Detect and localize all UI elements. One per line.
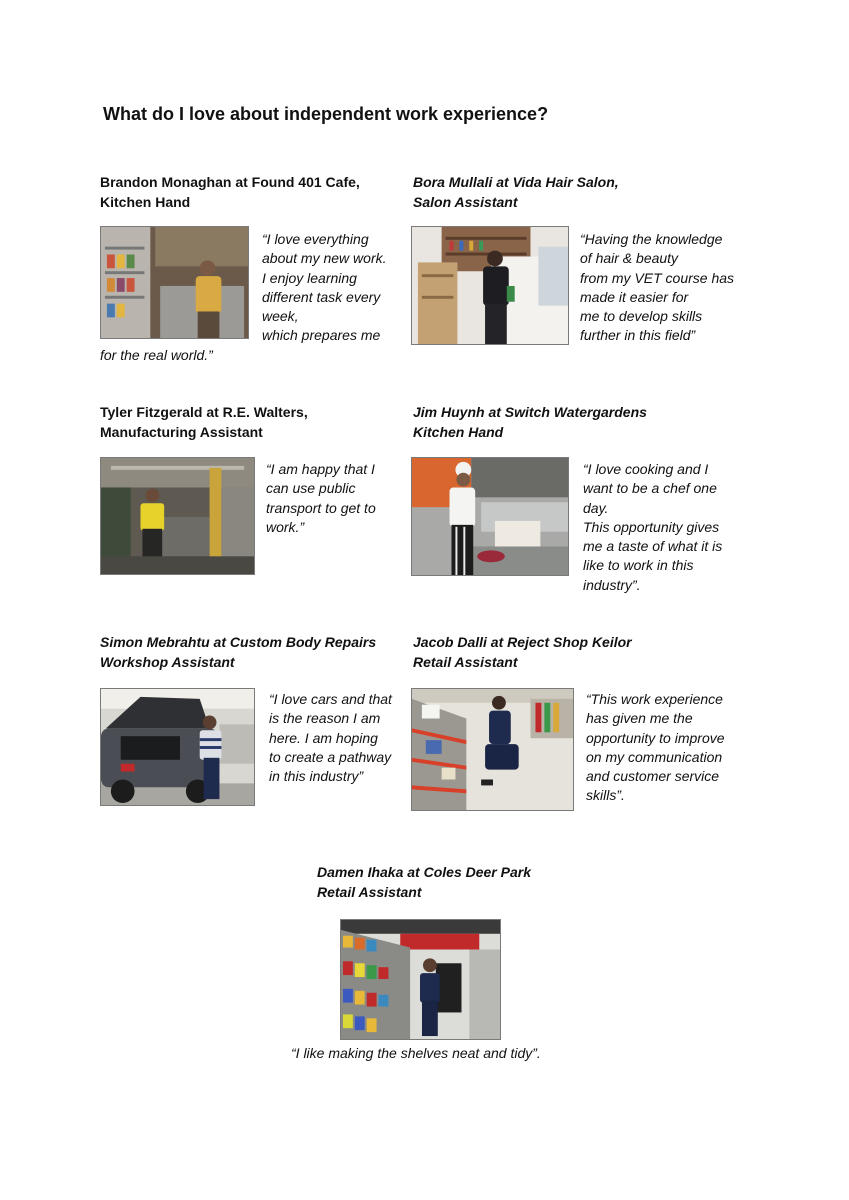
quote-line: made it easier for <box>580 288 689 305</box>
commercial-kitchen-photo <box>411 457 569 576</box>
quote-line: like to work in this <box>583 557 694 574</box>
quote-line: “I like making the shelves neat and tidy”. <box>291 1045 541 1061</box>
profile-heading <box>413 403 647 442</box>
quote-line: further in this field” <box>580 327 696 344</box>
profile-role-line: Manufacturing Assistant <box>100 423 263 440</box>
quote-line: “I am happy that I <box>266 461 375 477</box>
quote-line: which prepares me <box>262 327 381 344</box>
quote-line: “I love cooking and I <box>583 461 709 477</box>
profile-name-line: Bora Mullali at Vida Hair Salon, <box>413 174 619 190</box>
profile-name-line: Brandon Monaghan at Found 401 Cafe, <box>100 174 360 190</box>
profile-quote <box>586 690 725 806</box>
quote-line: week, <box>262 308 299 325</box>
quote-line: transport to get to <box>266 499 376 516</box>
quote-line: from my VET course has <box>580 269 735 286</box>
profile-heading <box>413 173 619 212</box>
quote-line: I enjoy learning <box>262 269 357 286</box>
hair-salon-photo <box>411 226 569 345</box>
profile-name-line: Jim Huynh at Switch Watergardens <box>413 404 647 420</box>
quote-line: here. I am hoping <box>269 729 378 746</box>
quote-line: day. <box>583 499 609 516</box>
quote-line: has given me the <box>586 710 693 727</box>
profile-name-line: Jacob Dalli at Reject Shop Keilor <box>413 634 632 650</box>
quote-line: want to be a chef one <box>583 480 717 497</box>
quote-line: This opportunity gives <box>583 518 720 535</box>
profile-heading <box>317 863 531 902</box>
quote-line: work.” <box>266 518 305 535</box>
profile-quote <box>291 1044 541 1063</box>
profile-name-line: Tyler Fitzgerald at R.E. Walters, <box>100 404 308 420</box>
profile-quote <box>269 690 392 786</box>
manufacturing-photo <box>100 457 255 575</box>
profile-role-line: Salon Assistant <box>413 193 518 210</box>
quote-line: can use public <box>266 480 356 497</box>
quote-line: industry”. <box>583 576 641 593</box>
quote-line: for the real world.” <box>100 347 213 363</box>
profile-role-line: Workshop Assistant <box>100 653 235 670</box>
profile-role-line: Kitchen Hand <box>413 423 504 440</box>
quote-line: “I love everything <box>262 231 369 247</box>
profile-heading <box>100 403 308 442</box>
quote-line: on my communication <box>586 748 723 765</box>
profile-quote <box>262 230 387 346</box>
quote-line: of hair & beauty <box>580 250 679 267</box>
profile-heading <box>413 633 632 672</box>
profile-name-line: Damen Ihaka at Coles Deer Park <box>317 864 531 880</box>
page-title: What do I love about independent work experience? <box>103 104 549 124</box>
car-workshop-photo <box>100 688 255 806</box>
profile-name-line: Simon Mebrahtu at Custom Body Repairs <box>100 634 377 650</box>
profile-heading <box>100 173 360 212</box>
quote-line: me a taste of what it is <box>583 538 723 555</box>
quote-line: “I love cars and that <box>269 691 392 707</box>
profile-quote <box>580 230 734 346</box>
profile-role-line: Kitchen Hand <box>100 193 191 210</box>
cafe-kitchen-photo <box>100 226 249 339</box>
quote-line: opportunity to improve <box>586 729 725 746</box>
quote-line: skills”. <box>586 787 625 804</box>
profile-quote <box>266 460 376 537</box>
quote-line: “Having the knowledge <box>580 231 723 247</box>
quote-line: to create a pathway <box>269 748 392 765</box>
quote-line: different task every <box>262 288 381 305</box>
profile-heading <box>100 633 376 672</box>
profile-quote-tail <box>100 346 213 365</box>
profile-role-line: Retail Assistant <box>317 883 422 900</box>
quote-line: me to develop skills <box>580 308 703 325</box>
profile-role-line: Retail Assistant <box>413 653 518 670</box>
quote-line: “This work experience <box>586 691 723 707</box>
supermarket-aisle-photo <box>340 919 501 1040</box>
quote-line: about my new work. <box>262 250 387 267</box>
retail-store-photo <box>411 688 574 811</box>
profile-quote <box>583 460 722 595</box>
quote-line: and customer service <box>586 768 720 785</box>
quote-line: is the reason I am <box>269 710 381 727</box>
quote-line: in this industry” <box>269 768 364 785</box>
